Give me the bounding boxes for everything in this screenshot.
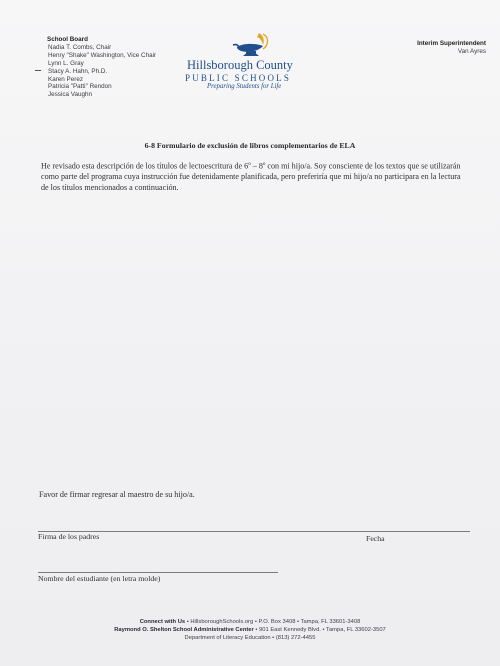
footer-contact-text: • HillsboroughSchools.org • P.O. Box 3408 • Tampa, FL 33601-3408 — [185, 619, 361, 625]
district-logo — [183, 31, 323, 93]
board-member: Henry "Shake" Washington, Vice Chair — [48, 51, 157, 59]
form-body — [41, 160, 465, 194]
superintendent-heading: Interim Superintendent — [417, 40, 486, 47]
form-title: 6-8 Formulario de exclusión de libros complementarios de ELA — [144, 141, 356, 150]
school-board-list — [47, 36, 156, 99]
grade-superscript: o — [262, 162, 266, 167]
board-member: Nadia T. Combs, Chair — [48, 43, 112, 51]
school-board-heading: School Board — [47, 36, 88, 43]
lamp-of-learning-icon — [233, 31, 273, 59]
district-tagline: Preparing Students for Life — [207, 83, 282, 90]
sign-instruction: Favor de firmar regresar al maestro de su hijo/a. — [39, 490, 195, 499]
body-text-part: con mi hijo/a. Soy consciente de los textos que se utilizarán como parte del programa cuya instrucción fue detenidamente planificada, pero preferiría que mi hijo/a no participara en la lectura de los títulos mencionados a continuación. — [41, 161, 461, 193]
district-name: Hillsborough County — [187, 58, 293, 72]
board-member: Lynn L. Gray — [48, 59, 84, 67]
superintendent-name: Van Ayres — [457, 47, 486, 55]
footer-department-line: Department of Literacy Education • (813) 272-4455 — [184, 635, 316, 642]
parent-signature-line[interactable] — [38, 531, 470, 532]
board-member: Karen Perez — [48, 75, 84, 83]
student-name-line[interactable] — [38, 572, 278, 573]
footer-contact-line — [0, 618, 500, 626]
body-text-part: He revisado esta descripción de los títulos de lectoescritura de 6 — [41, 161, 249, 171]
footer-address-line — [0, 626, 500, 634]
footer-center-name: Raymond O. Shelton School Administrative Center — [114, 627, 254, 634]
body-text-part: – 8 — [250, 161, 263, 171]
date-label: Fecha — [366, 534, 385, 543]
footer-connect-label: Connect with Us — [139, 619, 186, 625]
pen-mark — [35, 70, 41, 71]
board-member: Jessica Vaughn — [48, 91, 92, 99]
district-subtitle: PUBLIC SCHOOLS — [185, 73, 292, 83]
superintendent-block — [417, 40, 486, 55]
board-member: Patricia "Patti" Rendon — [48, 83, 112, 91]
footer-address-text: • 901 East Kennedy Blvd. • Tampa, FL 33602-3507 — [253, 627, 386, 634]
board-member: Stacy A. Hahn, Ph.D. — [48, 67, 108, 75]
grade-superscript: o — [248, 162, 251, 167]
parent-signature-label: Firma de los padres — [38, 532, 100, 541]
student-name-label: Nombre del estudiante (en letra molde) — [38, 574, 161, 583]
footer — [0, 618, 500, 643]
